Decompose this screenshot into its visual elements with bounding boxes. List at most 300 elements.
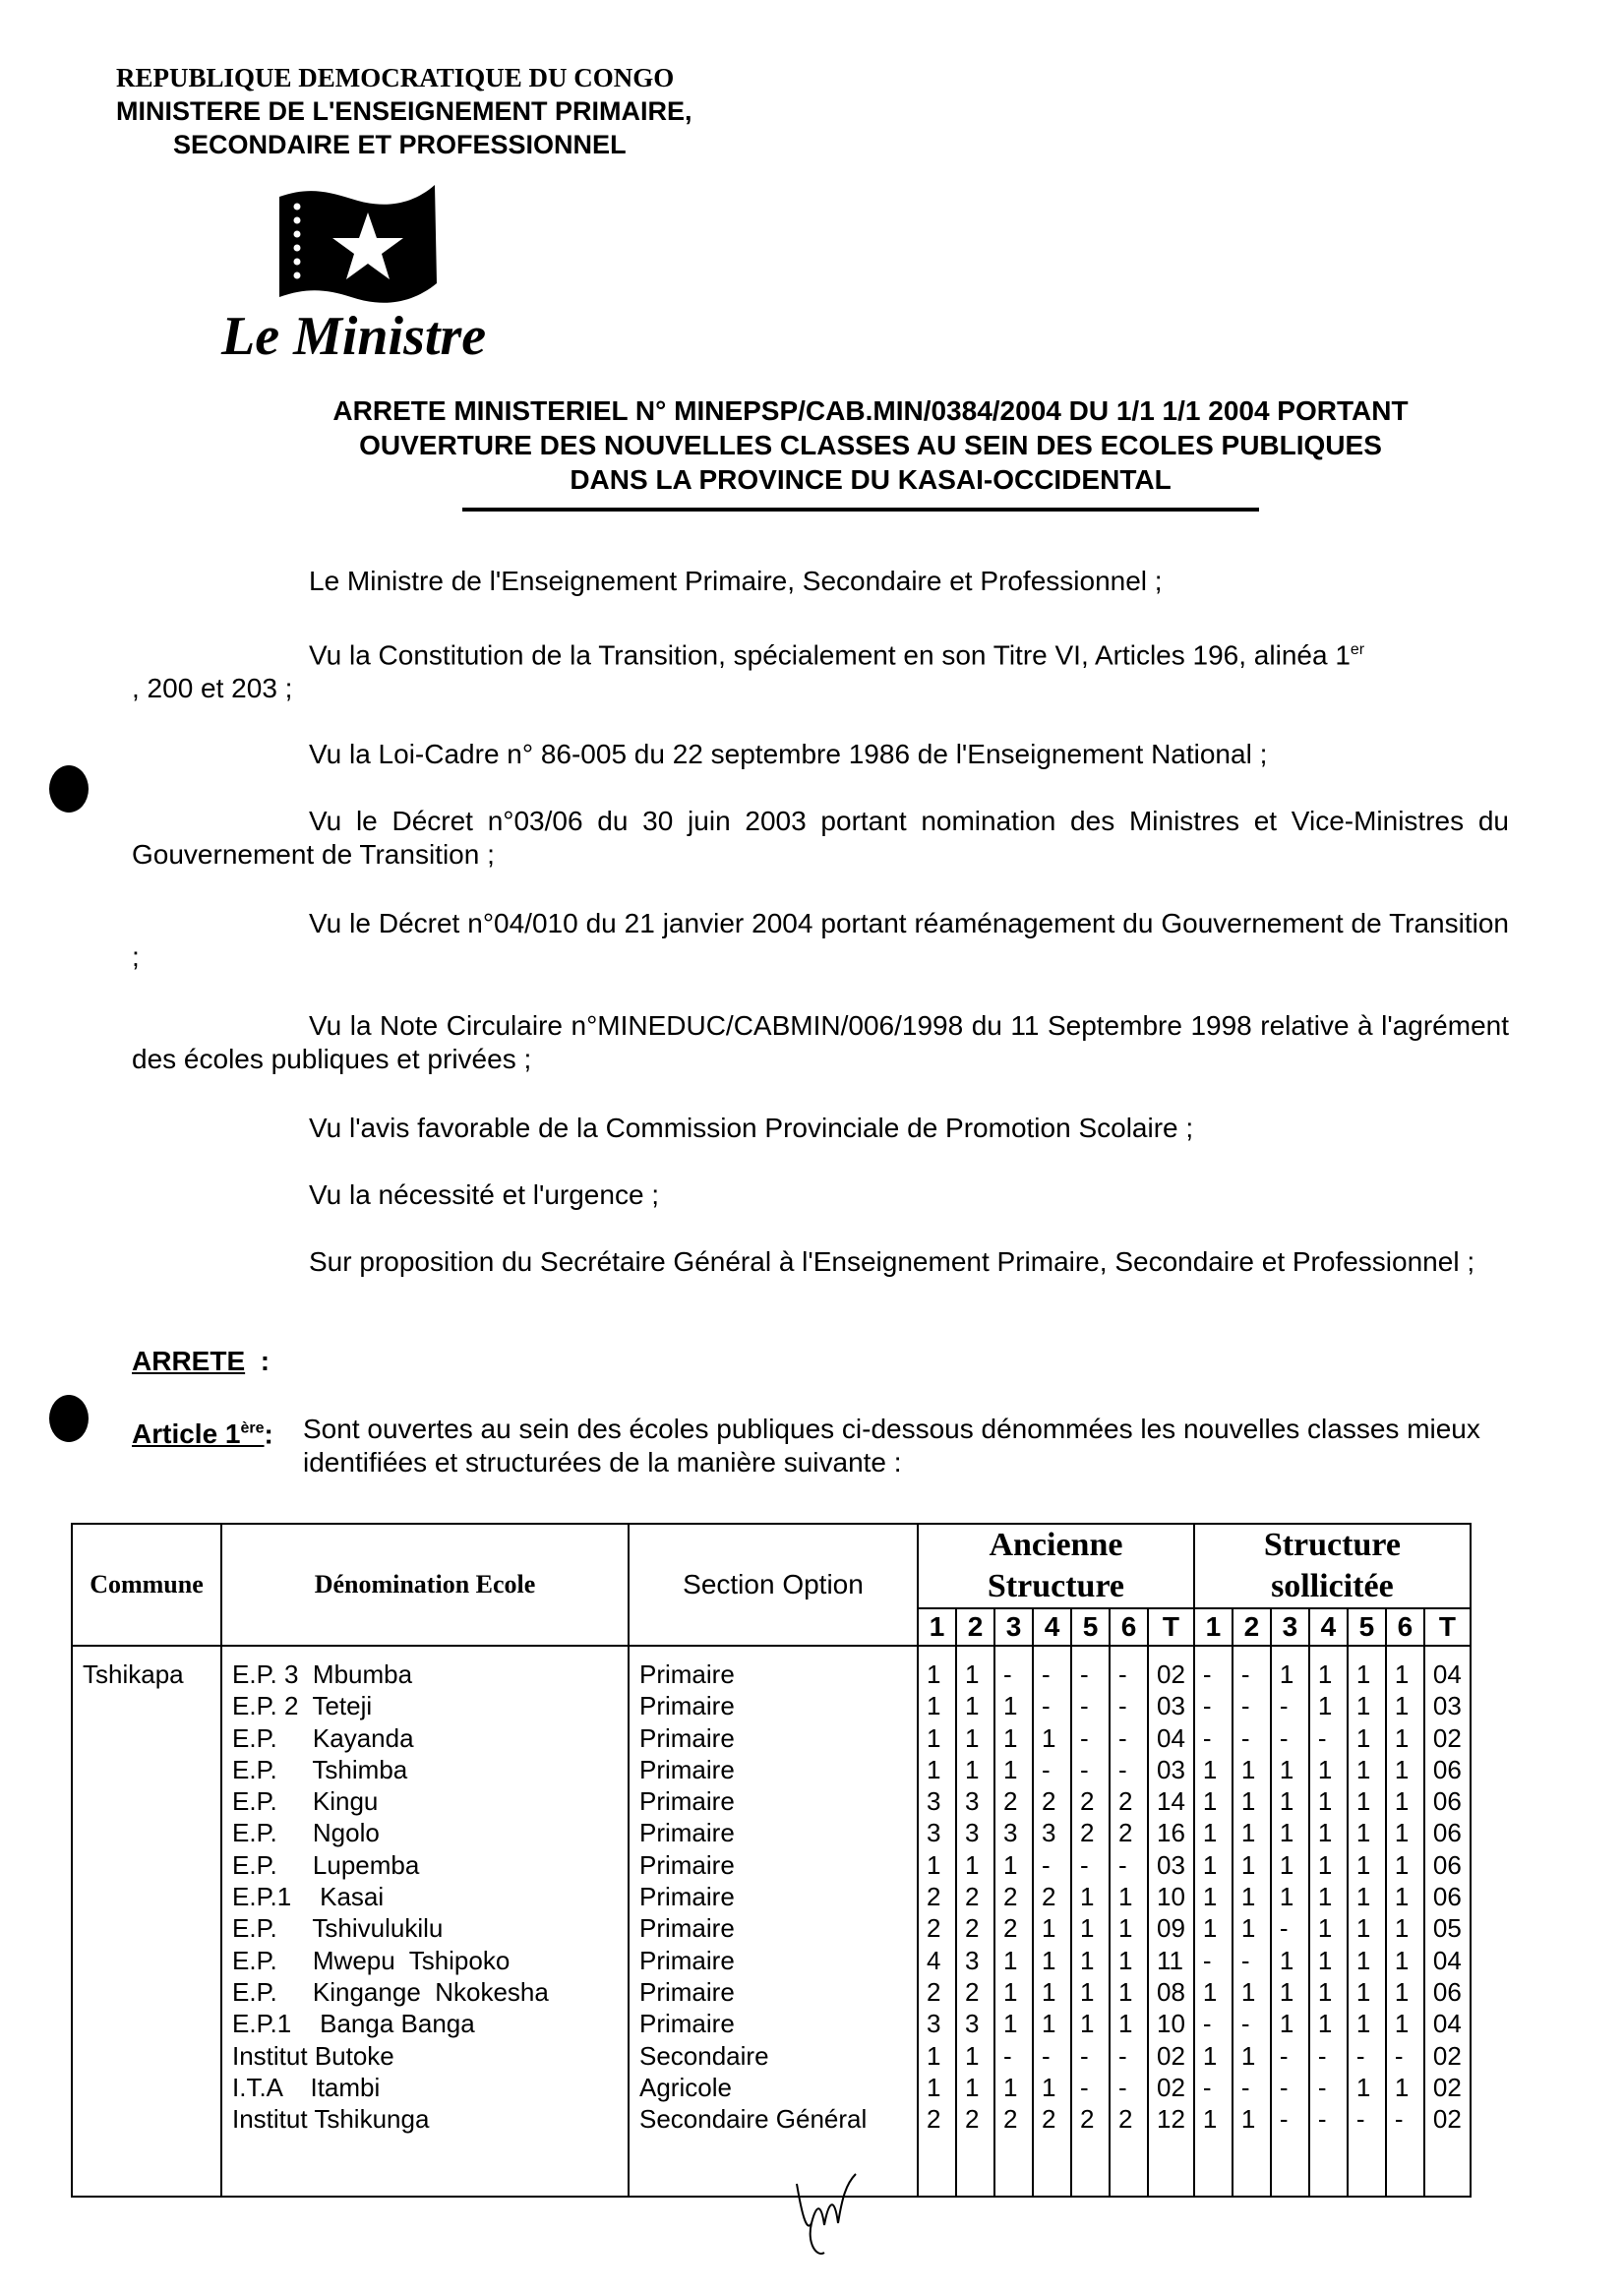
table-cell: - <box>1317 2104 1327 2135</box>
table-cell: 1 <box>1240 2104 1256 2135</box>
table-cell: 2 <box>1080 1818 1095 1848</box>
table-cell: 1 <box>1118 2009 1133 2039</box>
table-cell: 2 <box>1003 1913 1018 1944</box>
cell-sections <box>629 1646 918 2197</box>
table-cell: 06 <box>1432 1754 1462 1784</box>
table-cell: 2 <box>965 1913 980 1944</box>
list-item: Secondaire <box>639 2040 769 2071</box>
list-item: Primaire <box>639 1976 735 2007</box>
table-cell: 1 <box>965 2040 980 2071</box>
table-cell: 2 <box>965 1882 980 1912</box>
table-cell: 1 <box>1394 1882 1410 1912</box>
table-cell: 04 <box>1432 2009 1462 2039</box>
table-cell: - <box>1118 2072 1127 2102</box>
table-cell: 1 <box>1279 1754 1294 1784</box>
arrete-heading: ARRETE : <box>132 1346 271 1376</box>
table-cell: 3 <box>1003 1818 1018 1848</box>
cell-sollicitee-col-T <box>1424 1646 1471 2197</box>
table-cell: 2 <box>965 2104 980 2135</box>
table-cell: 1 <box>1394 1913 1410 1944</box>
table-cell: 1 <box>1202 1786 1218 1817</box>
table-cell: - <box>1317 1722 1327 1753</box>
table-cell: 1 <box>1317 1659 1333 1689</box>
table-cell: 1 <box>927 1659 941 1689</box>
decree-title <box>266 393 1475 497</box>
table-cell: 1 <box>1394 1786 1410 1817</box>
table-cell: 02 <box>1157 2040 1185 2071</box>
table-cell: 1 <box>1202 1818 1218 1848</box>
list-item: E.P.1 Banga Banga <box>232 2009 475 2039</box>
list-item: Primaire <box>639 1691 735 1721</box>
list-item: E.P. 2 Teteji <box>232 1691 373 1721</box>
subheader-ancienne-6: 6 <box>1110 1608 1148 1646</box>
table-cell: 09 <box>1157 1913 1185 1944</box>
table-cell: - <box>1202 1659 1212 1689</box>
subheader-ancienne-1: 1 <box>918 1608 956 1646</box>
subheader-sollicitee-T: T <box>1424 1608 1471 1646</box>
table-cell: 1 <box>1240 1754 1256 1784</box>
table-cell: 1 <box>927 1849 941 1880</box>
table-cell: - <box>1279 1722 1289 1753</box>
table-cell: - <box>1202 1722 1212 1753</box>
table-cell: 1 <box>1118 1882 1133 1912</box>
list-item: E.P.1 Kasai <box>232 1882 385 1912</box>
cell-commune: Tshikapa <box>72 1646 221 2197</box>
list-item: E.P. Tshimba <box>232 1754 408 1784</box>
table-cell: - <box>1080 1691 1089 1721</box>
republic-name: REPUBLIQUE DEMOCRATIQUE DU CONGO <box>116 63 675 92</box>
table-cell: 1 <box>1355 1659 1371 1689</box>
table-cell: 1 <box>1355 1818 1371 1848</box>
table-cell: 02 <box>1432 1722 1462 1753</box>
table-cell: 1 <box>1080 1882 1095 1912</box>
table-cell: - <box>1118 1722 1127 1753</box>
minister-title: Le Ministre <box>221 306 487 367</box>
list-item: E.P. Kayanda <box>232 1722 414 1753</box>
table-cell: - <box>1317 2040 1327 2071</box>
list-item: Primaire <box>639 1659 735 1689</box>
table-cell: 1 <box>1394 1945 1410 1975</box>
table-cell: - <box>1279 1691 1289 1721</box>
article-1: Article 1ère: Sont ouvertes au sein des écoles publiques ci-dessous dénommées les nouvelles classes mieux identifiées et structurées de la manière suivante : <box>132 1413 1509 1451</box>
paragraph-avis: Vu l'avis favorable de la Commission Provinciale de Promotion Scolaire ; <box>309 1113 1194 1143</box>
table-cell: - <box>1042 1849 1051 1880</box>
col-commune: Commune <box>72 1524 221 1646</box>
table-cell: 1 <box>1240 1882 1256 1912</box>
table-cell: - <box>1003 2040 1012 2071</box>
table-cell: 2 <box>927 1882 941 1912</box>
subheader-sollicitee-3: 3 <box>1271 1608 1309 1646</box>
table-cell: 1 <box>1240 1818 1256 1848</box>
table-cell: 3 <box>965 1786 980 1817</box>
cell-sollicitee-col-2 <box>1233 1646 1271 2197</box>
list-item: Secondaire Général <box>639 2104 868 2135</box>
table-cell: 1 <box>1042 2072 1056 2102</box>
table-cell: - <box>1202 2072 1212 2102</box>
table-cell: 02 <box>1432 2072 1462 2102</box>
table-cell: 2 <box>1003 1882 1018 1912</box>
list-item: Institut Tshikunga <box>232 2104 430 2135</box>
table-cell: 02 <box>1432 2104 1462 2135</box>
table-cell: 1 <box>1394 2072 1410 2102</box>
subheader-ancienne-T: T <box>1148 1608 1194 1646</box>
table-cell: 1 <box>1202 1976 1218 2007</box>
table-cell: 2 <box>927 1913 941 1944</box>
table-cell: 1 <box>1279 1849 1294 1880</box>
table-cell: 1 <box>965 1849 980 1880</box>
table-cell: 1 <box>1394 1818 1410 1848</box>
table-cell: 1 <box>1003 1976 1018 2007</box>
table-cell: 1 <box>1003 1691 1018 1721</box>
table-cell: 1 <box>1279 1976 1294 2007</box>
table-cell: 2 <box>965 1976 980 2007</box>
table-cell: 1 <box>1317 1786 1333 1817</box>
cell-sollicitee-col-1 <box>1194 1646 1233 2197</box>
table-cell: 2 <box>1080 2104 1095 2135</box>
table-cell: 1 <box>1080 1945 1095 1975</box>
table-cell: 3 <box>927 1818 941 1848</box>
cell-sollicitee-col-6 <box>1386 1646 1424 2197</box>
table-cell: 1 <box>1202 2104 1218 2135</box>
table-cell: - <box>1080 2072 1089 2102</box>
table-cell: 1 <box>1042 1722 1056 1753</box>
table-cell: 4 <box>927 1945 941 1975</box>
table-cell: 06 <box>1432 1786 1462 1817</box>
table-cell: 06 <box>1432 1818 1462 1848</box>
subheader-sollicitee-1: 1 <box>1194 1608 1233 1646</box>
table-cell: 1 <box>1355 2072 1371 2102</box>
table-cell: 04 <box>1157 1722 1185 1753</box>
table-cell: 1 <box>1394 1691 1410 1721</box>
table-cell: 1 <box>1394 2009 1410 2039</box>
table-cell: 3 <box>927 2009 941 2039</box>
paragraph-constitution: Vu la Constitution de la Transition, spécialement en son Titre VI, Articles 196, alinéa 1er , 200 et 203 ; <box>132 639 1365 704</box>
table-cell: 11 <box>1157 1945 1183 1975</box>
table-cell: 1 <box>1003 2072 1018 2102</box>
list-item: Primaire <box>639 1945 735 1975</box>
table-cell: 2 <box>1118 1818 1133 1848</box>
table-cell: 1 <box>1042 1976 1056 2007</box>
list-item: E.P. Kingu <box>232 1786 379 1817</box>
table-cell: 2 <box>1118 1786 1133 1817</box>
table-cell: 1 <box>1118 1945 1133 1975</box>
table-cell: - <box>1202 2009 1212 2039</box>
table-cell: 1 <box>927 1722 941 1753</box>
table-cell: 1 <box>927 2040 941 2071</box>
table-cell: 1 <box>1317 1818 1333 1848</box>
table-cell: 2 <box>1042 2104 1056 2135</box>
table-cell: 3 <box>965 1945 980 1975</box>
table-cell: - <box>1042 1754 1051 1784</box>
table-cell: 1 <box>1317 1691 1333 1721</box>
table-cell: - <box>1202 1945 1212 1975</box>
list-item: E.P. Mwepu Tshipoko <box>232 1945 511 1975</box>
table-cell: 1 <box>965 1691 980 1721</box>
table-cell: 1 <box>1355 1945 1371 1975</box>
list-item: Primaire <box>639 1882 735 1912</box>
table-cell: - <box>1279 1913 1289 1944</box>
article-label: Article 1ère <box>132 1418 265 1450</box>
subheader-sollicitee-2: 2 <box>1233 1608 1271 1646</box>
list-item: Primaire <box>639 1722 735 1753</box>
table-cell: - <box>1118 1849 1127 1880</box>
table-cell: 3 <box>965 2009 980 2039</box>
flag-emblem-icon <box>277 177 445 315</box>
table-cell: - <box>1240 1659 1250 1689</box>
paragraph-proposition: Sur proposition du Secrétaire Général à l'Enseignement Primaire, Secondaire et Professionnel ; <box>309 1246 1475 1277</box>
cell-sollicitee-col-5 <box>1348 1646 1386 2197</box>
table-cell: - <box>1042 1691 1051 1721</box>
cell-ancienne-col-3 <box>994 1646 1033 2197</box>
table-cell: 1 <box>1003 1849 1018 1880</box>
table-cell: 2 <box>1003 1786 1018 1817</box>
table-cell: 1 <box>1394 1754 1410 1784</box>
table-cell: - <box>1080 1849 1089 1880</box>
subheader-ancienne-5: 5 <box>1071 1608 1110 1646</box>
table-cell: 1 <box>1240 2040 1256 2071</box>
table-cell: - <box>1240 2072 1250 2102</box>
table-cell: - <box>1118 2040 1127 2071</box>
table-cell: - <box>1317 2072 1327 2102</box>
table-cell: 1 <box>927 2072 941 2102</box>
table-cell: 1 <box>1279 1786 1294 1817</box>
table-cell: 1 <box>1317 1913 1333 1944</box>
classes-table <box>71 1523 1472 2198</box>
table-cell: 14 <box>1157 1786 1185 1817</box>
article-body: Sont ouvertes au sein des écoles publiques ci-dessous dénommées les nouvelles classes mieux identifiées et structurées de la manière suivante : <box>303 1414 1480 1478</box>
col-sollicitee: Structure sollicitée <box>1194 1524 1471 1608</box>
table-cell: 1 <box>1355 1722 1371 1753</box>
cell-ancienne-col-4 <box>1033 1646 1071 2197</box>
table-cell: 1 <box>1003 2009 1018 2039</box>
list-item: Primaire <box>639 1818 735 1848</box>
table-cell: - <box>1080 2040 1089 2071</box>
table-cell: - <box>1279 2040 1289 2071</box>
table-cell: 1 <box>1355 1691 1371 1721</box>
table-cell: 03 <box>1157 1691 1185 1721</box>
list-item: Agricole <box>639 2072 732 2102</box>
table-cell: 16 <box>1157 1818 1185 1848</box>
table-cell: 1 <box>927 1754 941 1784</box>
table-cell: 1 <box>1240 1786 1256 1817</box>
list-item: E.P. Tshivulukilu <box>232 1913 444 1944</box>
table-cell: 2 <box>1080 1786 1095 1817</box>
cell-ancienne-col-T <box>1148 1646 1194 2197</box>
cell-ancienne-col-6 <box>1110 1646 1148 2197</box>
paragraph-note-circulaire: Vu la Note Circulaire n°MINEDUC/CABMIN/006/1998 du 11 Septembre 1998 relative à l'agrément des écoles publiques et privées ; <box>132 1010 1509 1074</box>
table-cell: 06 <box>1432 1849 1462 1880</box>
cell-ancienne-col-2 <box>956 1646 994 2197</box>
subheader-sollicitee-6: 6 <box>1386 1608 1424 1646</box>
decree-title-line3: DANS LA PROVINCE DU KASAI-OCCIDENTAL <box>570 464 1172 495</box>
table-cell: 1 <box>1317 1945 1333 1975</box>
table-cell: 1 <box>1279 2009 1294 2039</box>
paragraph-minister: Le Ministre de l'Enseignement Primaire, Secondaire et Professionnel ; <box>309 566 1163 596</box>
table-cell: - <box>1080 1659 1089 1689</box>
table-cell: - <box>1394 2104 1404 2135</box>
cell-ancienne-col-5 <box>1071 1646 1110 2197</box>
decree-title-line1: ARRETE MINISTERIEL N° MINEPSP/CAB.MIN/0384/2004 DU 1/1 1/1 2004 PORTANT <box>332 395 1409 426</box>
table-cell: 1 <box>1317 1882 1333 1912</box>
table-cell: - <box>1080 1722 1089 1753</box>
table-cell: - <box>1240 1691 1250 1721</box>
list-item: E.P. Lupemba <box>232 1849 420 1880</box>
table-cell: 1 <box>1042 1913 1056 1944</box>
table-cell: - <box>1279 2104 1289 2135</box>
table-cell: 1 <box>1080 1913 1095 1944</box>
list-item: Primaire <box>639 1913 735 1944</box>
table-cell: 1 <box>1394 1849 1410 1880</box>
table-cell: - <box>1355 2104 1365 2135</box>
table-cell: - <box>1042 2040 1051 2071</box>
table-cell: 03 <box>1157 1849 1185 1880</box>
subheader-ancienne-2: 2 <box>956 1608 994 1646</box>
table-cell: 1 <box>1080 2009 1095 2039</box>
table-cell: 1 <box>1355 1913 1371 1944</box>
table-cell: 1 <box>1003 1754 1018 1784</box>
table-cell: - <box>1355 2040 1365 2071</box>
table-cell: 1 <box>1317 2009 1333 2039</box>
table-cell: 1 <box>1317 1754 1333 1784</box>
list-item: Primaire <box>639 2009 735 2039</box>
table-cell: 1 <box>1003 1945 1018 1975</box>
table-cell: 05 <box>1432 1913 1462 1944</box>
table-cell: - <box>1394 2040 1404 2071</box>
table-cell: 2 <box>927 2104 941 2135</box>
table-cell: 1 <box>1279 1818 1294 1848</box>
paragraph-necessite: Vu la nécessité et l'urgence ; <box>309 1179 660 1210</box>
list-item: Primaire <box>639 1849 735 1880</box>
table-cell: 1 <box>1240 1976 1256 2007</box>
paragraph-decret-2003: Vu le Décret n°03/06 du 30 juin 2003 portant nomination des Ministres et Vice-Ministres du Gouvernement de Transition ; <box>132 806 1509 870</box>
table-cell: - <box>1202 1691 1212 1721</box>
table-cell: 1 <box>1118 1913 1133 1944</box>
list-item: E.P. Ngolo <box>232 1818 380 1848</box>
table-cell: 1 <box>1355 1786 1371 1817</box>
table-cell: - <box>1279 2072 1289 2102</box>
cell-sollicitee-col-3 <box>1271 1646 1309 2197</box>
table-cell: - <box>1240 1945 1250 1975</box>
table-cell: 12 <box>1157 2104 1185 2135</box>
table-cell: 1 <box>1394 1976 1410 2007</box>
table-cell: 1 <box>965 1722 980 1753</box>
table-cell: 1 <box>965 2072 980 2102</box>
table-cell: - <box>1080 1754 1089 1784</box>
table-cell: 1 <box>1279 1659 1294 1689</box>
table-cell: - <box>1118 1659 1127 1689</box>
letterhead <box>116 61 692 161</box>
table-cell: 10 <box>1157 2009 1185 2039</box>
table-cell: 04 <box>1432 1659 1462 1689</box>
table-cell: 2 <box>1003 2104 1018 2135</box>
table-cell: 1 <box>1317 1849 1333 1880</box>
table-cell: 02 <box>1432 2040 1462 2071</box>
table-cell: 1 <box>1080 1976 1095 2007</box>
subheader-ancienne-4: 4 <box>1033 1608 1071 1646</box>
table-cell: - <box>1118 1691 1127 1721</box>
table-cell: 1 <box>1279 1945 1294 1975</box>
signature-mark <box>787 2164 866 2262</box>
table-cell: 1 <box>1202 1849 1218 1880</box>
table-cell: 2 <box>1042 1786 1056 1817</box>
table-cell: 3 <box>1042 1818 1056 1848</box>
decree-title-line2: OUVERTURE DES NOUVELLES CLASSES AU SEIN DES ECOLES PUBLIQUES <box>359 430 1382 460</box>
subheader-sollicitee-5: 5 <box>1348 1608 1386 1646</box>
table-cell: - <box>1240 1722 1250 1753</box>
punch-hole <box>49 1395 89 1442</box>
table-cell: 1 <box>1394 1659 1410 1689</box>
punch-hole <box>49 765 89 813</box>
list-item: I.T.A Itambi <box>232 2072 381 2102</box>
table-cell: 1 <box>1003 1722 1018 1753</box>
table-cell: 1 <box>1394 1722 1410 1753</box>
table-cell: 1 <box>1355 1882 1371 1912</box>
col-denomination: Dénomination Ecole <box>221 1524 629 1646</box>
table-cell: 1 <box>1355 1849 1371 1880</box>
list-item: Institut Butoke <box>232 2040 394 2071</box>
col-ancienne: Ancienne Structure <box>918 1524 1194 1608</box>
table-cell: 1 <box>1355 2009 1371 2039</box>
table-cell: 1 <box>1042 2009 1056 2039</box>
table-cell: 2 <box>1042 1882 1056 1912</box>
table-cell: 2 <box>927 1976 941 2007</box>
table-cell: 06 <box>1432 1976 1462 2007</box>
table-cell: - <box>1118 1754 1127 1784</box>
table-cell: 04 <box>1432 1945 1462 1975</box>
cell-schools <box>221 1646 629 2197</box>
table-cell: - <box>1042 1659 1051 1689</box>
title-underline <box>462 508 1259 512</box>
table-cell: 1 <box>1202 1913 1218 1944</box>
table-cell: - <box>1240 2009 1250 2039</box>
table-cell: 1 <box>1118 1976 1133 2007</box>
table-cell: 1 <box>1202 1882 1218 1912</box>
table-cell: 1 <box>965 1754 980 1784</box>
table-cell: 1 <box>1202 2040 1218 2071</box>
table-cell: 3 <box>965 1818 980 1848</box>
table-cell: 1 <box>927 1691 941 1721</box>
table-cell: 1 <box>1355 1976 1371 2007</box>
table-cell: 02 <box>1157 2072 1185 2102</box>
table-cell: 1 <box>1240 1849 1256 1880</box>
subheader-ancienne-3: 3 <box>994 1608 1033 1646</box>
table-cell: 1 <box>1317 1976 1333 2007</box>
paragraph-loi-cadre: Vu la Loi-Cadre n° 86-005 du 22 septembre 1986 de l'Enseignement National ; <box>309 739 1268 769</box>
list-item: E.P. Kingange Nkokesha <box>232 1976 549 2007</box>
list-item: Primaire <box>639 1754 735 1784</box>
table-cell: 1 <box>1042 1945 1056 1975</box>
table-cell: 06 <box>1432 1882 1462 1912</box>
table-cell: 1 <box>965 1659 980 1689</box>
table-cell: 1 <box>1355 1754 1371 1784</box>
table-cell: 3 <box>927 1786 941 1817</box>
table-cell: - <box>1003 1659 1012 1689</box>
table-cell: 03 <box>1432 1691 1462 1721</box>
table-cell: 02 <box>1157 1659 1185 1689</box>
table-cell: 08 <box>1157 1976 1185 2007</box>
cell-ancienne-col-1 <box>918 1646 956 2197</box>
table-cell: 1 <box>1240 1913 1256 1944</box>
ministry-name-cont: SECONDAIRE ET PROFESSIONNEL <box>173 130 627 159</box>
table-cell: 1 <box>1202 1754 1218 1784</box>
list-item: Primaire <box>639 1786 735 1817</box>
table-cell: 10 <box>1157 1882 1185 1912</box>
table-cell: 03 <box>1157 1754 1185 1784</box>
paragraph-decret-2004: Vu le Décret n°04/010 du 21 janvier 2004 portant réaménagement du Gouvernement de Transition ; <box>132 908 1509 972</box>
table-cell: 1 <box>1279 1882 1294 1912</box>
cell-sollicitee-col-4 <box>1309 1646 1348 2197</box>
ministry-name: MINISTERE DE L'ENSEIGNEMENT PRIMAIRE, <box>116 96 692 126</box>
